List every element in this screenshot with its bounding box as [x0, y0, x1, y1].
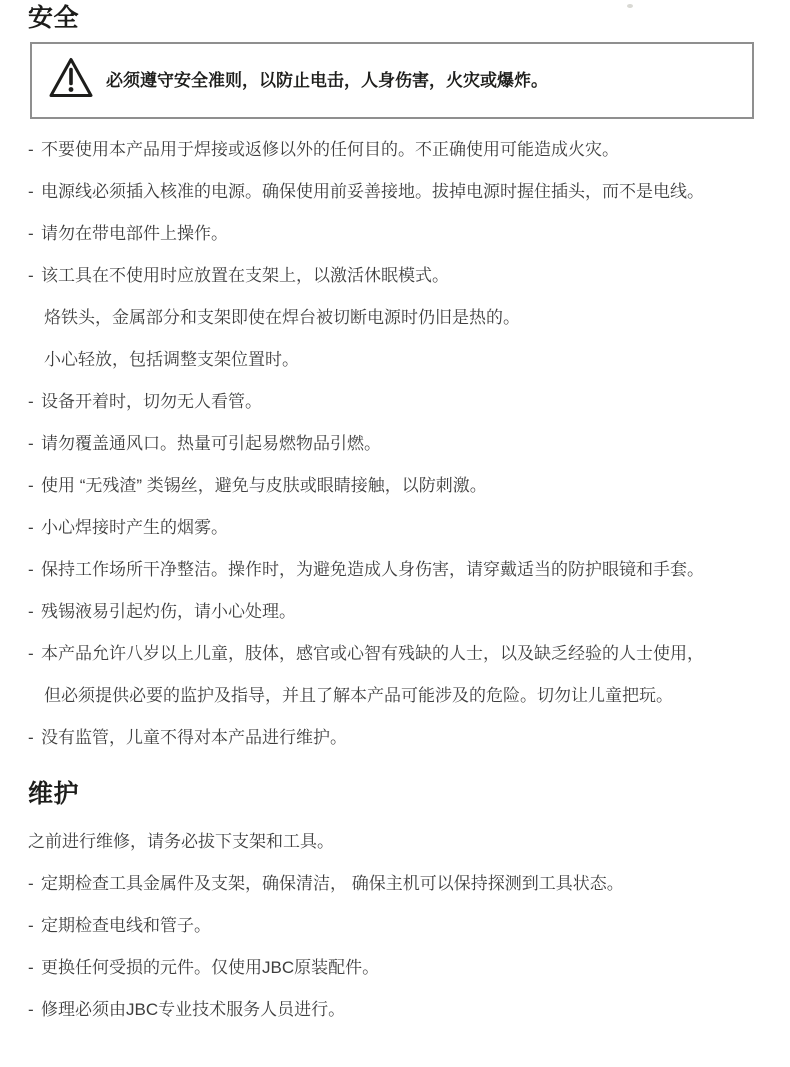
safety-list-item: [0, 182, 790, 201]
bullet-dash: -: [28, 182, 34, 201]
safety-item-text: 请勿在带电部件上操作。: [41, 224, 228, 243]
bullet-dash: [28, 686, 44, 705]
safety-list-item: [0, 728, 790, 747]
maintenance-item-text: 定期检查电线和管子。: [41, 916, 211, 935]
safety-section-title: 安全: [28, 4, 80, 32]
bullet-dash: -: [28, 958, 34, 977]
safety-list: [0, 140, 790, 747]
safety-item-text: 小心焊接时产生的烟雾。: [41, 518, 228, 537]
safety-item-text: 没有监管，儿童不得对本产品进行维护。: [41, 728, 347, 747]
bullet-dash: -: [28, 518, 34, 537]
safety-list-item: [0, 140, 790, 159]
bullet-dash: -: [28, 644, 34, 663]
bullet-dash: -: [28, 874, 34, 893]
warning-triangle-icon: [48, 56, 94, 105]
maintenance-item-text: 修理必须由JBC专业技术服务人员进行。: [41, 1000, 346, 1019]
safety-item-text: 设备开着时，切勿无人看管。: [41, 392, 262, 411]
safety-list-item: [0, 560, 790, 579]
maintenance-list-item: [0, 958, 790, 977]
bullet-dash: -: [28, 140, 34, 159]
bullet-dash: -: [28, 476, 34, 495]
maintenance-list-item: [0, 1000, 790, 1019]
bullet-dash: -: [28, 728, 34, 747]
safety-list-item: [0, 266, 790, 285]
scan-artifact: [627, 4, 633, 8]
safety-item-text: 使用 “无残渣” 类锡丝，避免与皮肤或眼睛接触，以防刺激。: [41, 476, 487, 495]
maintenance-item-text: 定期检查工具金属件及支架，确保清洁， 确保主机可以保持探测到工具状态。: [41, 874, 624, 893]
bullet-dash: -: [28, 916, 34, 935]
bullet-dash: -: [28, 1000, 34, 1019]
safety-list-item: [0, 644, 790, 663]
maintenance-intro: 之前进行维修，请务必拔下支架和工具。: [28, 832, 334, 851]
safety-item-text: 电源线必须插入核准的电源。确保使用前妥善接地。拔掉电源时握住插头，而不是电线。: [41, 182, 704, 201]
maintenance-list-item: [0, 916, 790, 935]
bullet-dash: -: [28, 560, 34, 579]
safety-list-item: [0, 224, 790, 243]
safety-item-text: 不要使用本产品用于焊接或返修以外的任何目的。不正确使用可能造成火灾。: [41, 140, 619, 159]
maintenance-list-item: [0, 874, 790, 893]
safety-item-text: 该工具在不使用时应放置在支架上，以激活休眠模式。: [41, 266, 449, 285]
bullet-dash: [28, 350, 44, 369]
bullet-dash: -: [28, 434, 34, 453]
maintenance-section-title: 维护: [28, 780, 80, 808]
safety-item-text: 请勿覆盖通风口。热量可引起易燃物品引燃。: [41, 434, 381, 453]
safety-list-item: [0, 476, 790, 495]
safety-list-item-continuation: [0, 308, 790, 327]
safety-item-text: 烙铁头，金属部分和支架即使在焊台被切断电源时仍旧是热的。: [44, 308, 520, 327]
bullet-dash: -: [28, 224, 34, 243]
bullet-dash: -: [28, 266, 34, 285]
safety-item-text: 小心轻放，包括调整支架位置时。: [44, 350, 299, 369]
safety-item-text: 保持工作场所干净整洁。操作时，为避免造成人身伤害，请穿戴适当的防护眼镜和手套。: [41, 560, 704, 579]
safety-item-text: 但必须提供必要的监护及指导，并且了解本产品可能涉及的危险。切勿让儿童把玩。: [44, 686, 673, 705]
safety-item-text: 本产品允许八岁以上儿童，肢体，感官或心智有残缺的人士，以及缺乏经验的人士使用，: [41, 644, 704, 663]
safety-list-item: [0, 434, 790, 453]
maintenance-item-text: 更换任何受损的元件。仅使用JBC原装配件。: [41, 958, 380, 977]
safety-list-item: [0, 518, 790, 537]
safety-list-item-continuation: [0, 686, 790, 705]
bullet-dash: [28, 308, 44, 327]
bullet-dash: -: [28, 602, 34, 621]
warning-text: 必须遵守安全准则，以防止电击，人身伤害，火灾或爆炸。: [106, 70, 548, 90]
maintenance-list: [0, 874, 790, 1019]
safety-item-text: 残锡液易引起灼伤，请小心处理。: [41, 602, 296, 621]
safety-list-item-continuation: [0, 350, 790, 369]
safety-list-item: [0, 602, 790, 621]
bullet-dash: -: [28, 392, 34, 411]
safety-list-item: [0, 392, 790, 411]
warning-box: [30, 42, 754, 119]
